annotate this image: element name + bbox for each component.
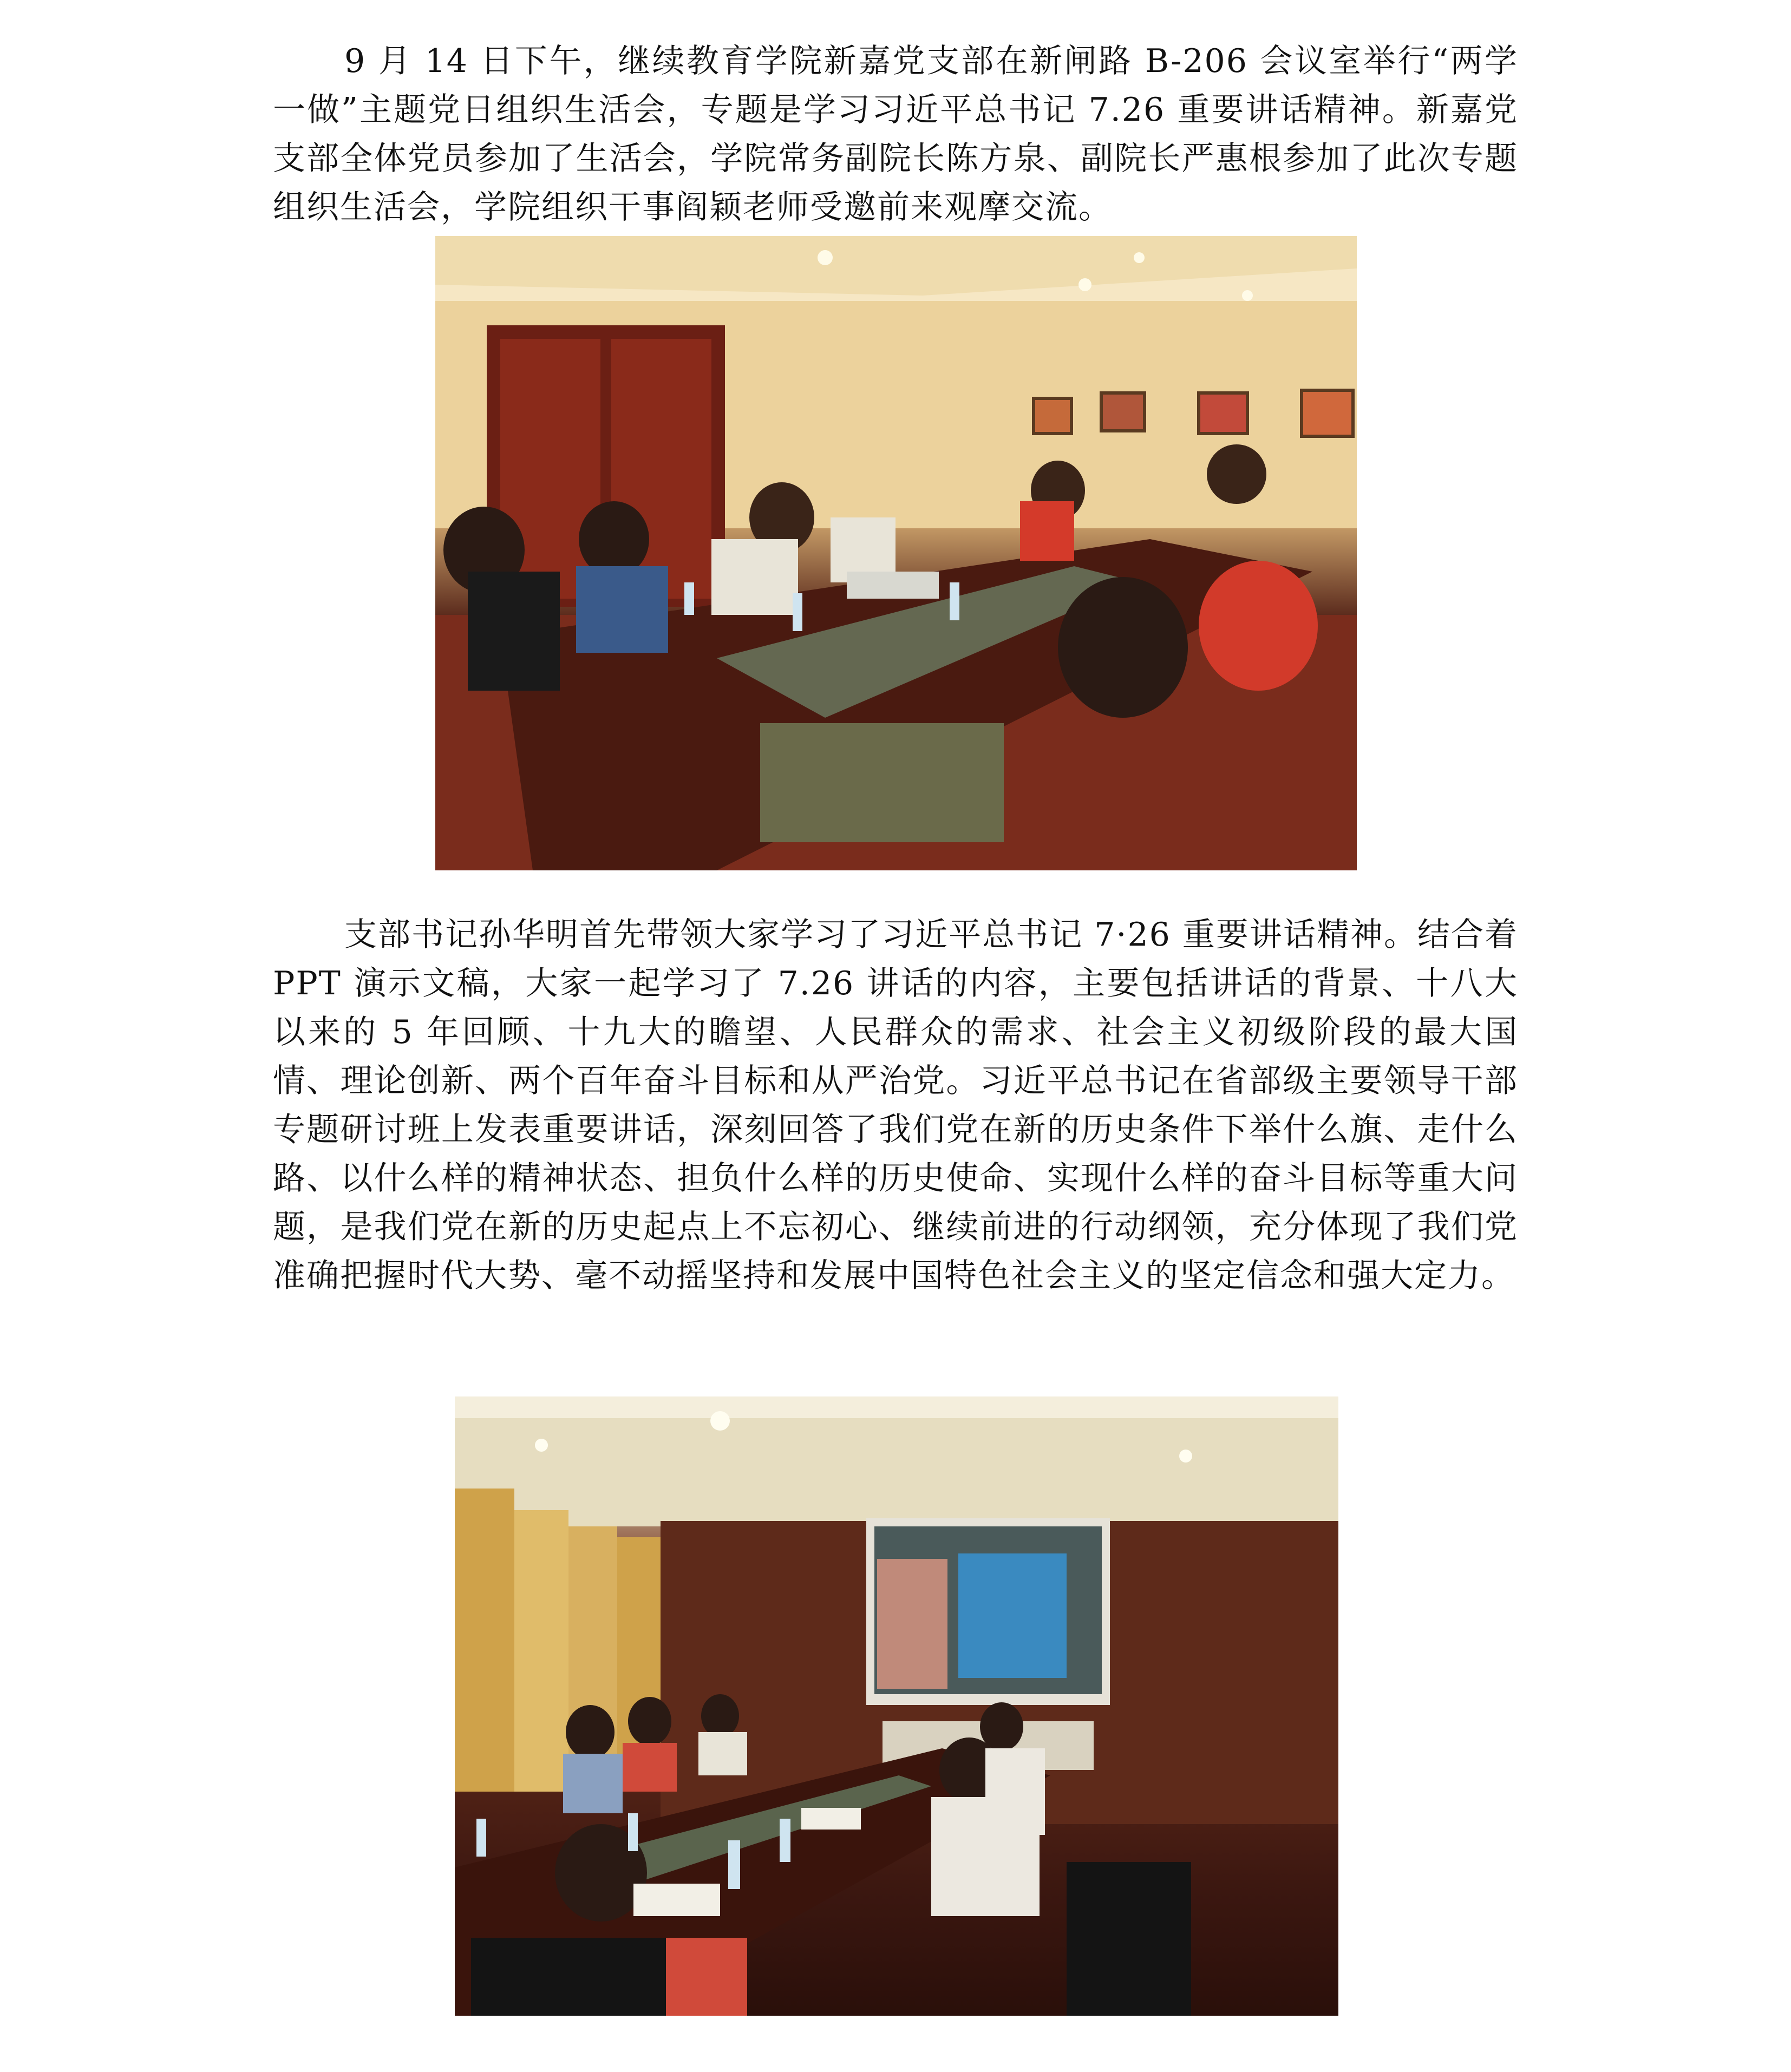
meeting-photo-screen [455,1396,1338,2016]
paragraph-study-content: 支部书记孙华明首先带领大家学习了习近平总书记 7·26 重要讲话精神。结合着 PPT 演示文稿，大家一起学习了 7.26 讲话的内容，主要包括讲话的背景、十八大以来的 5 年回顾、十九大的瞻望、人民群众的需求、社会主义初级阶段的最大国情、理论创新、两个百年奋斗目标和从严治党。习近平总书记在省部级主要领导干部专题研讨班上发表重要讲话，深刻回答了我们党在新的历史条件下举什么旗、走什么路、以什么样的精神状态、担负什么样的历史使命、实现什么样的奋斗目标等重大问题，是我们党在新的历史起点上不忘初心、继续前进的行动纲领，充分体现了我们党准确把握时代大势、毫不动摇坚持和发展中国特色社会主义的坚定信念和强大定力。 [273,916,1518,1295]
paragraph-intro: 9 月 14 日下午，继续教育学院新嘉党支部在新闸路 B-206 会议室举行“两学一做”主题党日组织生活会，专题是学习习近平总书记 7.26 重要讲话精神。新嘉党支部全体党员参加了生活会，学院常务副院长陈方泉、副院长严惠根参加了此次专题组织生活会，学院组织干事阎颖老师受邀前来观摩交流。 [273,42,1518,226]
meeting-photo-table [435,236,1357,870]
